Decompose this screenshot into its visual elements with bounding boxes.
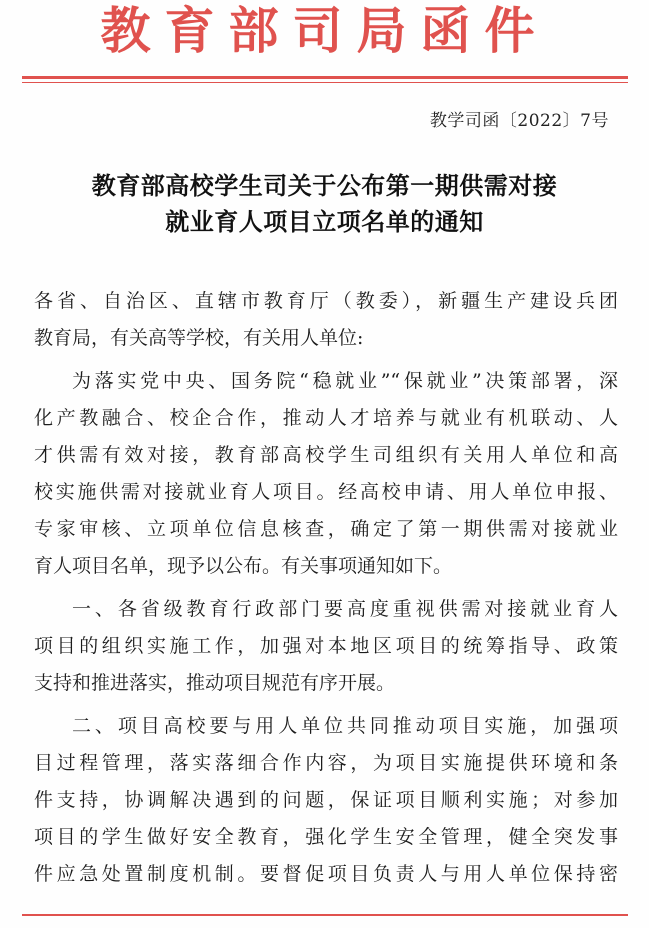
letterhead-rule-thin [22,82,628,83]
body-line: 件应急处置制度机制。要督促项目负责人与用人单位保持密 [34,863,618,885]
body-line: 各省、自治区、直辖市教育厅（教委），新疆生产建设兵团 [34,290,618,312]
body-line: 项目的组织实施工作，加强对本地区项目的统筹指导、政策 [34,635,618,657]
body-line: 专家审核、立项单位信息核查，确定了第一期供需对接就业 [34,518,618,540]
body-line: 目过程管理，落实落细合作内容，为项目实施提供环境和条 [34,752,618,774]
body-line: 才供需有效对接，教育部高校学生司组织有关用人单位和高 [34,444,618,466]
body-line: 教育局，有关高等学校，有关用人单位: [34,327,364,349]
document-number: 教学司函〔2022〕7号 [429,111,609,131]
letterhead-rule [22,76,628,79]
letterhead-title: 教育部司局函件 [100,1,549,60]
body-line: 化产教融合、校企合作，推动人才培养与就业有机联动、人 [34,407,618,429]
body-line: 项目的学生做好安全教育，强化学生安全管理，健全突发事 [34,826,618,848]
body-line: 校实施供需对接就业育人项目。经高校申请、用人单位申报、 [34,481,618,503]
body-line: 件支持，协调解决遇到的问题，保证项目顺利实施；对参加 [34,789,618,811]
body-line: 一、各省级教育行政部门要高度重视供需对接就业育人 [72,598,618,620]
body-line: 为落实党中央、国务院“稳就业”“保就业”决策部署，深 [72,370,618,392]
footer-rule [22,914,628,916]
document-title-line-2: 就业育人项目立项名单的通知 [165,207,484,236]
document-title-line-1: 教育部高校学生司关于公布第一期供需对接 [91,171,558,200]
body-line: 育人项目名单，现予以公布。有关事项通知如下。 [34,555,453,577]
body-line: 支持和推进落实，推动项目规范有序开展。 [34,672,396,694]
body-line: 二、项目高校要与用人单位共同推动项目实施，加强项 [72,715,618,737]
